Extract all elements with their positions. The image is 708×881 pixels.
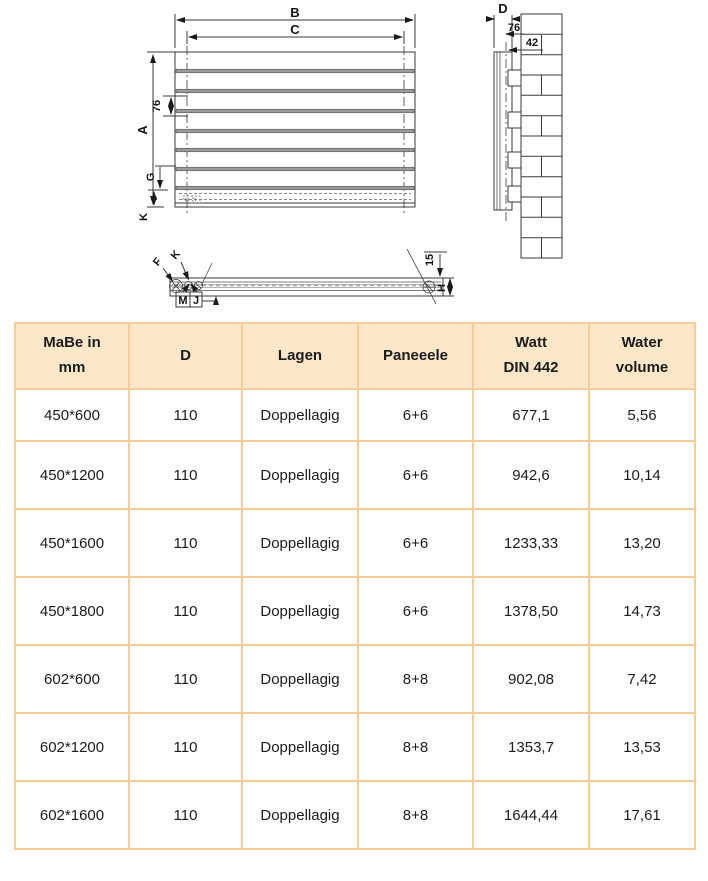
table-cell: 450*600	[15, 389, 129, 441]
table-cell: Doppellagig	[242, 389, 358, 441]
table-cell: 6+6	[358, 389, 473, 441]
table-cell: 110	[129, 389, 242, 441]
table-cell: 677,1	[473, 389, 589, 441]
dim-label-42: 42	[525, 37, 539, 49]
header-row	[15, 323, 695, 389]
table-row	[15, 389, 695, 441]
dim-label-d: D	[498, 1, 508, 16]
dim-label-a: A	[135, 125, 150, 135]
table-cell: 6+6	[358, 577, 473, 645]
spec-table	[14, 322, 696, 850]
table-cell: 450*1800	[15, 577, 129, 645]
top-view	[163, 249, 454, 307]
table-row	[15, 441, 695, 509]
table-cell: 8+8	[358, 781, 473, 849]
dim-label-f: F	[150, 255, 165, 269]
table-cell: 110	[129, 441, 242, 509]
dim-label-g: G	[145, 172, 157, 182]
collector-hidden-lines	[179, 194, 411, 204]
table-cell: 6+6	[358, 441, 473, 509]
table-cell: Doppellagig	[242, 577, 358, 645]
table-cell: 602*1200	[15, 713, 129, 781]
table-cell: 110	[129, 713, 242, 781]
table-cell: Doppellagig	[242, 509, 358, 577]
table-cell: 7,42	[589, 645, 695, 713]
table-cell: 1233,33	[473, 509, 589, 577]
dim-label-c: C	[290, 22, 300, 37]
table-cell: 5,56	[589, 389, 695, 441]
dim-label-76-front: 76	[151, 99, 163, 113]
table-cell: 14,73	[589, 577, 695, 645]
table-cell: 10,14	[589, 441, 695, 509]
dim-label-m: M	[178, 295, 188, 307]
column-header-mabe: MaBe in mm	[15, 323, 129, 389]
table-cell: 450*1200	[15, 441, 129, 509]
brick-wall	[521, 14, 562, 258]
radiator-profile	[494, 42, 521, 222]
dim-label-j: J	[192, 295, 200, 307]
column-header-d: D	[129, 323, 242, 389]
table-cell: 8+8	[358, 713, 473, 781]
table-row	[15, 509, 695, 577]
table-cell: Doppellagig	[242, 645, 358, 713]
table-cell: 17,61	[589, 781, 695, 849]
front-view	[147, 14, 415, 213]
table-cell: 110	[129, 509, 242, 577]
table-cell: Doppellagig	[242, 713, 358, 781]
table-cell: 110	[129, 781, 242, 849]
table-cell: 450*1600	[15, 509, 129, 577]
table-row	[15, 645, 695, 713]
valve-fittings	[170, 280, 436, 294]
table-row	[15, 713, 695, 781]
side-view-labels	[498, 1, 538, 49]
table-cell: 8+8	[358, 645, 473, 713]
table-cell: 1644,44	[473, 781, 589, 849]
table-cell: 602*600	[15, 645, 129, 713]
table-cell: 1378,50	[473, 577, 589, 645]
table-cell: 1353,7	[473, 713, 589, 781]
dim-label-k-top: K	[168, 248, 183, 262]
column-header-lagen: Lagen	[242, 323, 358, 389]
dim-label-76-side: 76	[507, 22, 521, 34]
panel-slats	[176, 69, 414, 190]
table-row	[15, 577, 695, 645]
column-header-watt: Watt DIN 442	[473, 323, 589, 389]
dim-label-b: B	[290, 5, 300, 20]
dim-label-k-front: K	[138, 213, 150, 221]
table-cell: 6+6	[358, 509, 473, 577]
column-header-paneeele: Paneeele	[358, 323, 473, 389]
dim-label-15: 15	[424, 253, 436, 267]
dim-label-h: H	[436, 284, 448, 292]
table-cell: Doppellagig	[242, 441, 358, 509]
side-view	[487, 14, 562, 258]
table-cell: 902,08	[473, 645, 589, 713]
column-header-water-volume: Water volume	[589, 323, 695, 389]
table-cell: 942,6	[473, 441, 589, 509]
table-cell: 110	[129, 577, 242, 645]
table-cell: 110	[129, 645, 242, 713]
technical-drawing	[0, 0, 708, 320]
table-cell: Doppellagig	[242, 781, 358, 849]
table-cell: 602*1600	[15, 781, 129, 849]
table-cell: 13,53	[589, 713, 695, 781]
table-row	[15, 781, 695, 849]
table-cell: 13,20	[589, 509, 695, 577]
